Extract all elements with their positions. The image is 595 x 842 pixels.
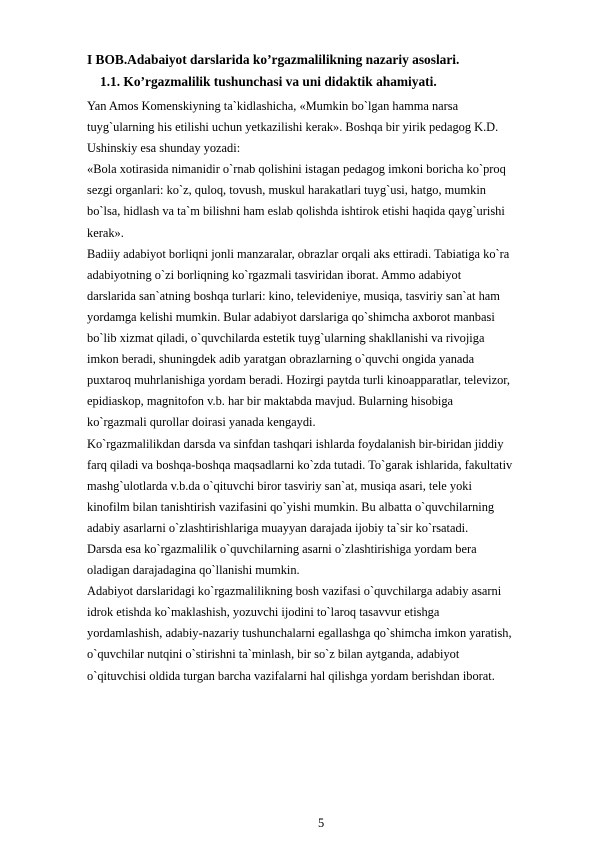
- text-line: bo`lib xizmat qiladi, o`quvchilarda estetik tuyg`ularning shakllanishi va rivojiga: [87, 331, 485, 346]
- text-line: o`qituvchisi oldida turgan barcha vazifalarni hal qilishga yordam berishdan iborat.: [87, 668, 495, 683]
- section-subheading: 1.1. Ko’rgazmalilik tushunchasi va uni didaktik ahamiyati.: [100, 74, 437, 89]
- text-line: kinofilm bilan tanishtirish vazifasini qo`yishi mumkin. Bu albatta o`quvchilarning: [87, 499, 495, 514]
- text-line: idrok etishda ko`maklashish, yozuvchi ijodini to`laroq tasavvur etishga: [87, 605, 440, 620]
- text-line: adabiyotning o`zi borliqning ko`rgazmali tasviridan iborat. Ammo adabiyot: [87, 267, 462, 282]
- text-line: imkon beradi, shuningdek adib yaratgan obrazlarning o`quvchi ongida yanada: [87, 352, 475, 367]
- text-line: oladigan darajadagina qo`llanishi mumkin.: [87, 563, 300, 578]
- chapter-heading: I BOB.Adabaiyot darslarida ko’rgazmalilikning nazariy asoslari.: [87, 52, 460, 67]
- text-line: sezgi organlari: ko`z, quloq, tovush, muskul harakatlari tuyg`usi, hatgo, mumkin: [87, 183, 486, 198]
- page-number: 5: [318, 816, 325, 830]
- text-line: epidiaskop, magnitofon v.b. har bir maktabda mavjud. Bularning hisobiga: [87, 394, 454, 409]
- text-line: «Bola xotirasida nimanidir o`rnab qolishini istagan pedagog imkoni boricha ko`proq: [87, 162, 506, 177]
- text-line: farq qiladi va boshqa-boshqa maqsadlarni ko`zda tutadi. To`garak ishlarida, fakultativ: [87, 457, 513, 472]
- text-line: Ushinskiy esa shunday yozadi:: [87, 141, 241, 156]
- text-line: o`quvchilar nutqini o`stirishni ta`minlash, bir so`z bilan aytganda, adabiyot: [87, 647, 460, 662]
- text-line: Yan Amos Komenskiyning ta`kidlashicha, «Mumkin bo`lgan hamma narsa: [87, 99, 459, 113]
- text-line: ko`rgazmali qurollar doirasi yanada kengaydi.: [87, 415, 316, 430]
- text-line: kerak».: [87, 225, 124, 240]
- text-line: puxtaroq muhrlanishiga yordam beradi. Hozirgi paytda turli kinoapparatlar, televizor,: [87, 373, 511, 388]
- text-line: yordamga kelishi mumkin. Bular adabiyot darslariga qo`shimcha axborot manbasi: [87, 309, 495, 324]
- text-line: Ko`rgazmalilikdan darsda va sinfdan tashqari ishlarda foydalanish bir-biridan jiddiy: [87, 436, 504, 451]
- text-line: Badiiy adabiyot borliqni jonli manzaralar, obrazlar orqali aks ettiradi. Tabiatiga ko`ra: [87, 246, 510, 261]
- text-line: Adabiyot darslaridagi ko`rgazmalilikning bosh vazifasi o`quvchilarga adabiy asarni: [87, 584, 502, 599]
- text-line: yordamlashish, adabiy-nazariy tushunchalarni egallashga qo`shimcha imkon yaratish,: [87, 626, 512, 641]
- body-text: [87, 96, 587, 687]
- text-line: adabiy asarlarni o`zlashtirishlariga muayyan darajada ijobiy ta`sir ko`rsatadi.: [87, 520, 469, 535]
- text-line: Darsda esa ko`rgazmalilik o`quvchilarning asarni o`zlashtirishiga yordam bera: [87, 541, 477, 556]
- text-line: mashg`ulotlarda v.b.da o`qituvchi biror tasviriy san`at, musiqa asari, tele yoki: [87, 478, 472, 493]
- text-line: tuyg`ularning his etilishi uchun yetkazilishi kerak». Boshqa bir yirik pedagog K.D.: [87, 120, 499, 135]
- text-line: bo`lsa, hidlash va ta`m bilishni ham eslab qolishda ishtirok etishi haqida qayg`urishi: [87, 204, 505, 219]
- text-line: darslarida san`atning boshqa turlari: kino, televideniye, musiqa, tasviriy san`at ham: [87, 288, 500, 303]
